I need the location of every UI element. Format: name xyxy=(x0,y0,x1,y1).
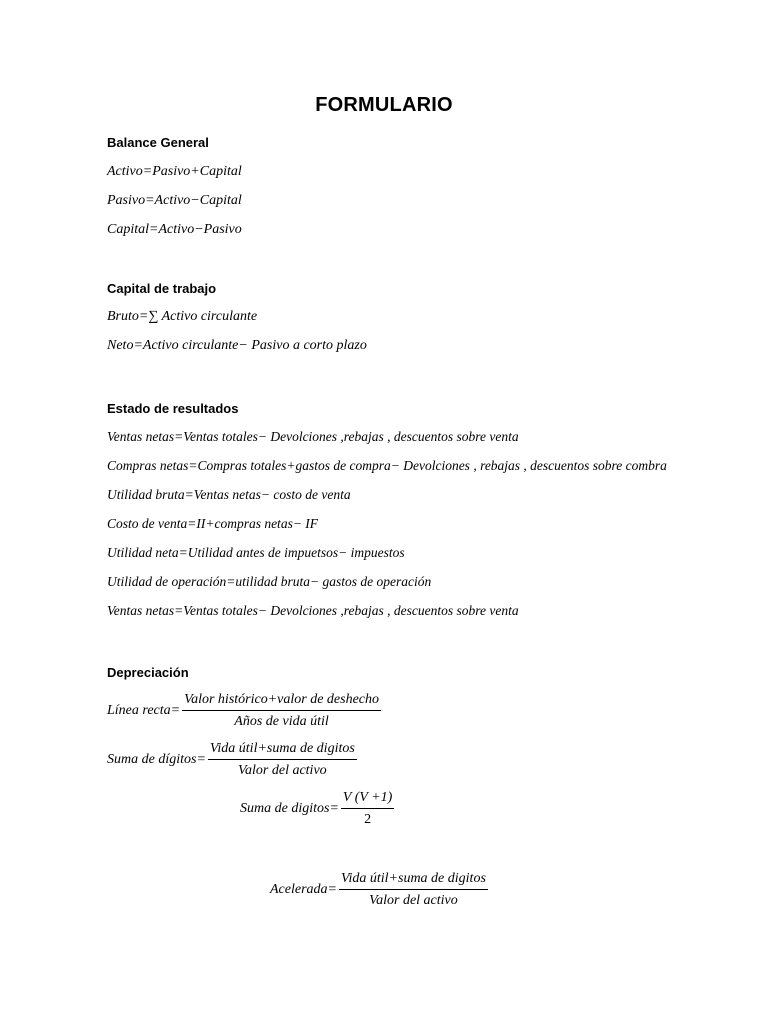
fraction-numerator: Valor histórico+valor de deshecho xyxy=(182,691,381,711)
formula-lhs: Acelerada= xyxy=(270,881,337,897)
fraction-numerator: Vida útil+suma de digitos xyxy=(208,740,357,760)
formula-neto: Neto=Activo circulante− Pasivo a corto plazo xyxy=(107,338,367,353)
fraction-denominator: Valor del activo xyxy=(238,762,327,778)
section-heading-estado-resultados: Estado de resultados xyxy=(107,401,239,416)
formula-lhs: Suma de dígitos= xyxy=(107,751,206,767)
section-heading-capital-trabajo: Capital de trabajo xyxy=(107,281,217,296)
formula-ventas-netas: Ventas netas=Ventas totales− Devolciones ,rebajas , descuentos sobre venta xyxy=(107,429,519,444)
fraction-numerator: V (V +1) xyxy=(341,789,394,809)
fraction xyxy=(208,740,357,779)
formula-suma-digitos xyxy=(107,740,357,779)
formula-capital: Capital=Activo−Pasivo xyxy=(107,222,242,237)
formula-ventas-netas-repeat: Ventas netas=Ventas totales− Devolciones ,rebajas , descuentos sobre venta xyxy=(107,603,519,618)
fraction xyxy=(182,691,381,730)
fraction-denominator: 2 xyxy=(364,811,372,827)
formula-bruto: Bruto=∑ Activo circulante xyxy=(107,309,258,324)
formula-utilidad-neta: Utilidad neta=Utilidad antes de impuetsos− impuestos xyxy=(107,545,405,560)
page-title: FORMULARIO xyxy=(315,94,453,116)
formula-lhs: Línea recta= xyxy=(107,702,181,718)
formula-acelerada xyxy=(270,870,488,909)
fraction xyxy=(341,789,394,828)
fraction-numerator: Vida útil+suma de digitos xyxy=(339,870,488,890)
fraction-denominator: Valor del activo xyxy=(369,892,458,908)
section-heading-balance-general: Balance General xyxy=(107,135,209,150)
formula-compras-netas: Compras netas=Compras totales+gastos de compra− Devolciones , rebajas , descuentos sobre combra xyxy=(107,458,667,473)
fraction xyxy=(339,870,488,909)
formula-linea-recta xyxy=(107,691,381,730)
formula-costo-venta: Costo de venta=II+compras netas− IF xyxy=(107,516,319,531)
formula-utilidad-bruta: Utilidad bruta=Ventas netas− costo de venta xyxy=(107,487,351,502)
fraction-denominator: Años de vida útil xyxy=(234,713,329,729)
formula-utilidad-operacion: Utilidad de operación=utilidad bruta− gastos de operación xyxy=(107,574,432,589)
formula-lhs: Suma de digitos= xyxy=(240,800,339,816)
formula-suma-digitos-2 xyxy=(240,789,394,828)
formula-pasivo: Pasivo=Activo−Capital xyxy=(107,193,242,208)
formula-activo: Activo=Pasivo+Capital xyxy=(107,164,242,179)
section-heading-depreciacion: Depreciación xyxy=(107,665,189,680)
